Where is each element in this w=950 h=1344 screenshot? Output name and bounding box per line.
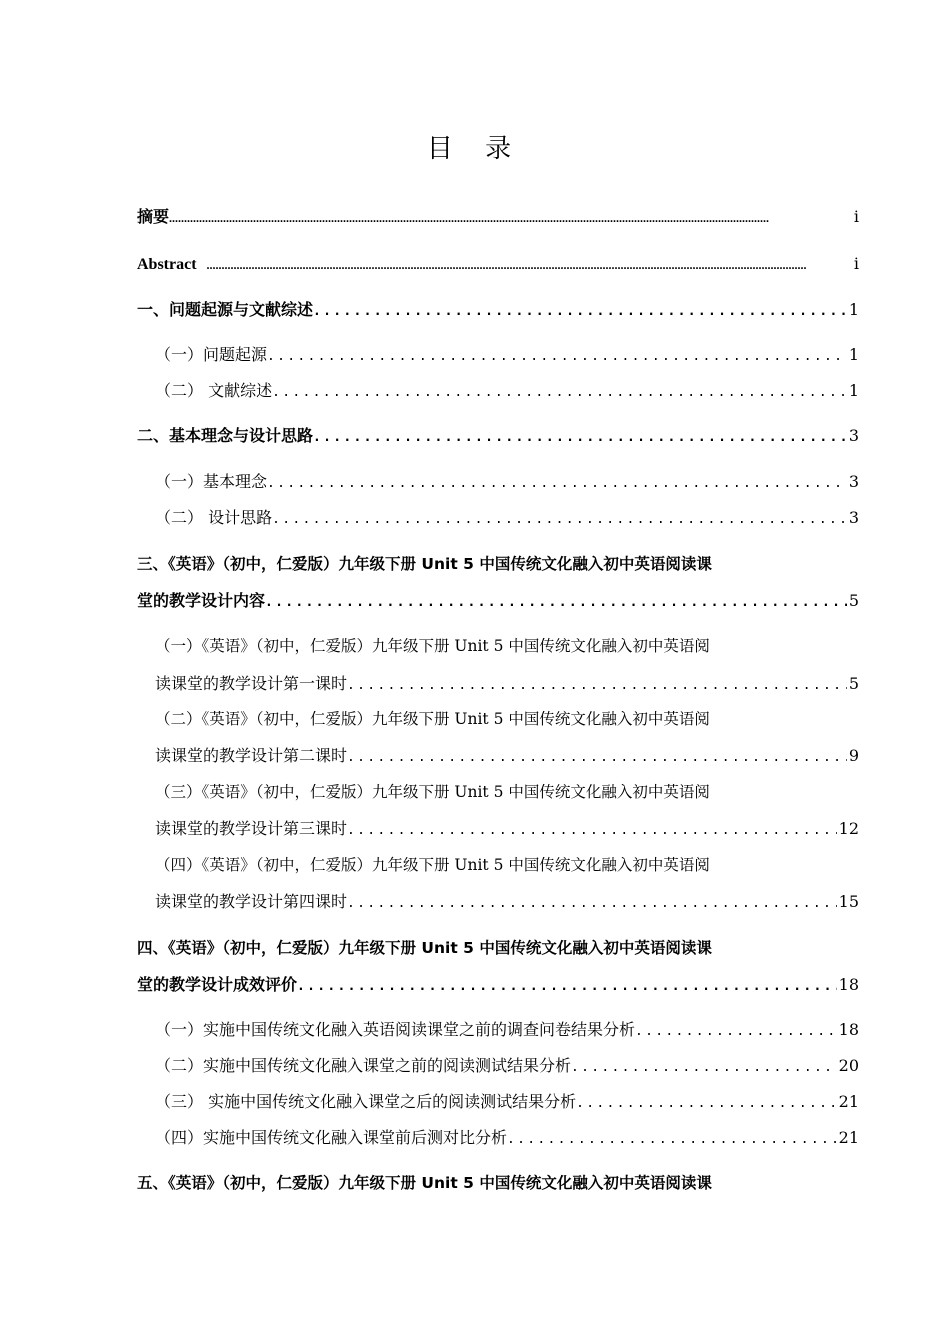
toc-title: 目 录 (426, 134, 524, 164)
toc-label: 堂的教学设计内容 (137, 591, 266, 610)
toc-page: 5 (848, 591, 859, 610)
leader-dots (313, 301, 847, 323)
toc-label: 二、基本理念与设计思路 (137, 426, 314, 445)
toc-entry-abstract-cn[interactable] (137, 206, 859, 229)
leader-dots (313, 427, 847, 449)
toc-label: （二） 设计思路 (155, 508, 273, 527)
toc-label: （三） 实施中国传统文化融入课堂之后的阅读测试结果分析 (155, 1092, 577, 1111)
toc-entry-4-2[interactable] (155, 1055, 859, 1079)
toc-entry-chapter-3-line1[interactable]: 三、《英语》（初中，仁爱版）九年级下册 Unit 5 中国传统文化融入初中英语阅读课 (137, 555, 712, 573)
leader-dots (347, 893, 837, 915)
toc-page: 3 (848, 472, 859, 491)
toc-label: 读课堂的教学设计第二课时 (155, 746, 348, 765)
leader-dots (347, 747, 847, 769)
leader-dots (265, 592, 847, 614)
leader-dots (507, 1129, 837, 1151)
leader-dots (571, 1057, 837, 1079)
toc-entry-4-3[interactable] (155, 1091, 859, 1115)
toc-page: 1 (848, 300, 859, 319)
leader-dots (347, 820, 837, 842)
toc-entry-3-2-line1[interactable]: （二）《英语》（初中，仁爱版）九年级下册 Unit 5 中国传统文化融入初中英语阅 (155, 710, 710, 728)
toc-page: 18 (838, 1020, 859, 1039)
toc-label: Abstract (137, 256, 197, 273)
toc-page: 1 (848, 345, 859, 364)
toc-label: （一）问题起源 (155, 345, 268, 364)
toc-label: （二）实施中国传统文化融入课堂之前的阅读测试结果分析 (155, 1056, 572, 1075)
toc-entry-abstract-en[interactable] (137, 253, 859, 276)
leader-dots (347, 675, 847, 697)
toc-page: 9 (848, 746, 859, 765)
toc-page: 21 (838, 1128, 859, 1147)
toc-label: 堂的教学设计成效评价 (137, 975, 298, 994)
toc-entry-3-4[interactable] (155, 891, 859, 915)
toc-entry-4-1[interactable] (155, 1019, 859, 1043)
toc-label: 读课堂的教学设计第一课时 (155, 674, 348, 693)
toc-page: 12 (838, 819, 859, 838)
leader-dots (576, 1093, 837, 1115)
toc-entry-3-1[interactable] (155, 673, 859, 697)
toc-label: （一）实施中国传统文化融入英语阅读课堂之前的调查问卷结果分析 (155, 1020, 636, 1039)
toc-label: 读课堂的教学设计第三课时 (155, 819, 348, 838)
toc-entry-chapter-3[interactable] (137, 590, 859, 614)
leader-dots (272, 382, 847, 404)
toc-entry-chapter-5-line1[interactable]: 五、《英语》（初中，仁爱版）九年级下册 Unit 5 中国传统文化融入初中英语阅读课 (137, 1174, 712, 1192)
toc-page: 3 (848, 426, 859, 445)
toc-label: （四）实施中国传统文化融入课堂前后测对比分析 (155, 1128, 508, 1147)
toc-entry-4-4[interactable] (155, 1127, 859, 1151)
toc-label: 一、问题起源与文献综述 (137, 300, 314, 319)
toc-entry-chapter-4[interactable] (137, 974, 859, 998)
toc-label: 摘要 (137, 207, 170, 226)
toc-entry-2-1[interactable] (155, 471, 859, 495)
toc-label: （二） 文献综述 (155, 381, 273, 400)
toc-page: 15 (838, 892, 859, 911)
toc-page: 18 (838, 975, 859, 994)
toc-page: 1 (848, 381, 859, 400)
toc-entry-3-1-line1[interactable]: （一）《英语》（初中，仁爱版）九年级下册 Unit 5 中国传统文化融入初中英语阅 (155, 637, 710, 655)
toc-entry-chapter-1[interactable] (137, 299, 859, 323)
leader-dots (297, 976, 837, 998)
toc-page: 20 (838, 1056, 859, 1075)
toc-entry-3-2[interactable] (155, 745, 859, 769)
leader-dots (169, 207, 852, 229)
toc-entry-1-2[interactable] (155, 380, 859, 404)
toc-entry-2-2[interactable] (155, 507, 859, 531)
toc-page: 21 (838, 1092, 859, 1111)
toc-entry-1-1[interactable] (155, 344, 859, 368)
toc-label: 读课堂的教学设计第四课时 (155, 892, 348, 911)
toc-entry-chapter-4-line1[interactable]: 四、《英语》（初中，仁爱版）九年级下册 Unit 5 中国传统文化融入初中英语阅读课 (137, 939, 712, 957)
toc-page: i (853, 207, 859, 226)
leader-dots (635, 1021, 837, 1043)
toc-entry-3-3[interactable] (155, 818, 859, 842)
toc-page: i (853, 254, 859, 273)
toc-entry-chapter-2[interactable] (137, 425, 859, 449)
leader-dots (272, 509, 847, 531)
leader-dots (267, 346, 847, 368)
toc-label: （一）基本理念 (155, 472, 268, 491)
leader-dots (267, 473, 847, 495)
toc-page: 3 (848, 508, 859, 527)
toc-entry-3-3-line1[interactable]: （三）《英语》（初中，仁爱版）九年级下册 Unit 5 中国传统文化融入初中英语阅 (155, 783, 710, 801)
toc-entry-3-4-line1[interactable]: （四）《英语》（初中，仁爱版）九年级下册 Unit 5 中国传统文化融入初中英语阅 (155, 856, 710, 874)
toc-page: 5 (848, 674, 859, 693)
leader-dots (207, 254, 852, 276)
